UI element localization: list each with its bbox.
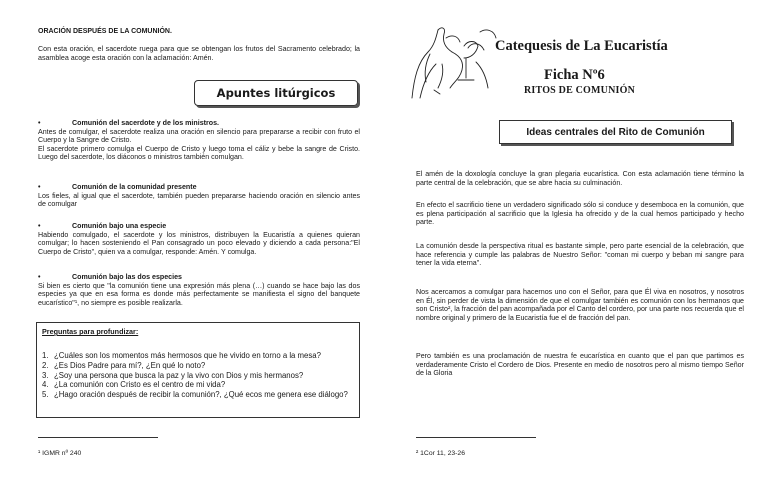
paragraph: Nos acercamos a comulgar para hacernos uno con el Señor, para que Él viva en nosotros, y nosotros en Él, sin perder de vista la dimensión de que el comulgar también es comunión con los hermanos que son Cristo², la fracción del pan acompañada por el Canto del cordero, por una parte nos recuerda que el nombre original y primero de la Eucaristía fue el de fracción del pan. bbox=[416, 288, 744, 323]
ideas-heading-box bbox=[499, 120, 732, 144]
section-text: Habiendo comulgado, el sacerdote y los ministros, distribuyen la Eucaristía a quienes quieran comulgar; lo hacen sosteniendo el Pan consagrado un poco elevado y diciendo a cada persona:"El Cuerpo de Cristo", quien va a comulgar, responde: Amén. Y comulga. bbox=[38, 230, 360, 256]
ficha-number: Ficha Nº6 bbox=[544, 67, 605, 83]
ideas-label: Ideas centrales del Rito de Comunión bbox=[526, 126, 705, 138]
bullet-icon: • bbox=[38, 119, 41, 127]
question-number: 2. bbox=[42, 360, 49, 370]
footnote-divider bbox=[416, 437, 536, 438]
bullet-icon: • bbox=[38, 183, 41, 191]
prayer-title: ORACIÓN DESPUÉS DE LA COMUNIÓN. bbox=[38, 28, 172, 35]
section-heading: Comunión bajo una especie bbox=[72, 222, 167, 230]
question-text: ¿Es Dios Padre para mí?, ¿En qué lo noto? bbox=[54, 360, 206, 370]
question-text: ¿Hago oración después de recibir la comunión?, ¿Qué ecos me genera ese diálogo? bbox=[54, 390, 348, 400]
question-number: 3. bbox=[42, 370, 49, 380]
question-item bbox=[42, 351, 354, 361]
right-page bbox=[384, 0, 768, 498]
questions-list bbox=[42, 351, 354, 400]
section-heading: Comunión del sacerdote y de los ministros. bbox=[72, 119, 220, 127]
questions-title: Preguntas para profundizar: bbox=[42, 327, 139, 336]
paragraph: En efecto el sacrificio tiene un verdadero significado sólo si conduce y desemboca en la comunión, que es plena participación al sacrificio que la Iglesia ha ofrecido y de la cual hemos participado y hecho parte. bbox=[416, 201, 744, 227]
footnote-divider bbox=[38, 437, 158, 438]
bullet-icon: • bbox=[38, 273, 41, 281]
question-item bbox=[42, 380, 354, 390]
section-text: Antes de comulgar, el sacerdote realiza una oración en silencio para prepararse a recibir con fruto el Cuerpo y la Sangre de Cristo. El sacerdote primero comulga el Cuerpo de Cristo y luego toma el cáliz y bebe la sangre de Cristo. Luego del sacerdote, los diáconos o ministros también comulgan. bbox=[38, 127, 360, 162]
footnote: ¹ IGMR nº 240 bbox=[38, 450, 82, 457]
paragraph: Pero también es una proclamación de nuestra fe eucarística en cuanto que el pan que partimos es verdaderamente Cristo el Cordero de Dios. Presente en medio de nosotros pero al mismo tiempo Señor de la Gloria bbox=[416, 352, 744, 378]
footnote: ² 1Cor 11, 23-26 bbox=[416, 450, 465, 457]
question-text: ¿Cuáles son los momentos más hermosos que he vivido en torno a la mesa? bbox=[54, 351, 321, 360]
question-item bbox=[42, 371, 354, 381]
question-number: 4. bbox=[42, 380, 49, 390]
question-number: 1. bbox=[42, 351, 49, 360]
section-dos-especies bbox=[38, 273, 360, 307]
bullet-icon: • bbox=[38, 222, 41, 230]
question-item bbox=[42, 361, 354, 371]
section-sacerdote bbox=[38, 119, 360, 162]
apuntes-heading-box bbox=[194, 80, 358, 106]
paragraph: La comunión desde la perspectiva ritual es bastante simple, pero parte esencial de la celebración, que hace referencia y cumple las palabras de Nuestro Señor: "coman mi cuerpo y beban mi sangre para tener la vida eterna". bbox=[416, 242, 744, 268]
question-text: ¿La comunión con Cristo es el centro de mi vida? bbox=[54, 380, 226, 390]
section-comunidad bbox=[38, 183, 360, 209]
prayer-text: Con esta oración, el sacerdote ruega para que se obtengan los frutos del Sacramento celebrado; la asamblea acoge esta oración con la aclamación: Amén. bbox=[38, 45, 360, 62]
chalice-hands-drawing-icon bbox=[406, 18, 506, 100]
questions-box bbox=[36, 322, 360, 418]
question-number: 5. bbox=[42, 390, 49, 400]
section-text: Si bien es cierto que "la comunión tiene una expresión más plena (…) cuando se hace bajo las dos especies ya que en esa forma es donde más perfectamente se manifiesta el signo del banquete eucarístico"¹, no siempre es posible realizarla. bbox=[38, 281, 360, 307]
question-text: ¿Soy una persona que busca la paz y la vivo con Dios y mis hermanos? bbox=[54, 370, 304, 380]
paragraph: El amén de la doxología concluye la gran plegaria eucarística. Con esta aclamación tiene término la parte central de la celebración, que se abre hacia su culminación. bbox=[416, 170, 744, 187]
booklet-title: Catequesis de La Eucaristía bbox=[495, 38, 668, 54]
ritos-subtitle: RITOS DE COMUNIÓN bbox=[524, 85, 636, 96]
section-heading: Comunión de la comunidad presente bbox=[72, 183, 197, 191]
apuntes-label: Apuntes litúrgicos bbox=[216, 86, 336, 100]
question-item bbox=[42, 390, 354, 400]
section-text: Los fieles, al igual que el sacerdote, también pueden prepararse haciendo oración en silencio antes de comulgar bbox=[38, 191, 360, 209]
section-una-especie bbox=[38, 222, 360, 256]
section-heading: Comunión bajo las dos especies bbox=[72, 273, 182, 281]
